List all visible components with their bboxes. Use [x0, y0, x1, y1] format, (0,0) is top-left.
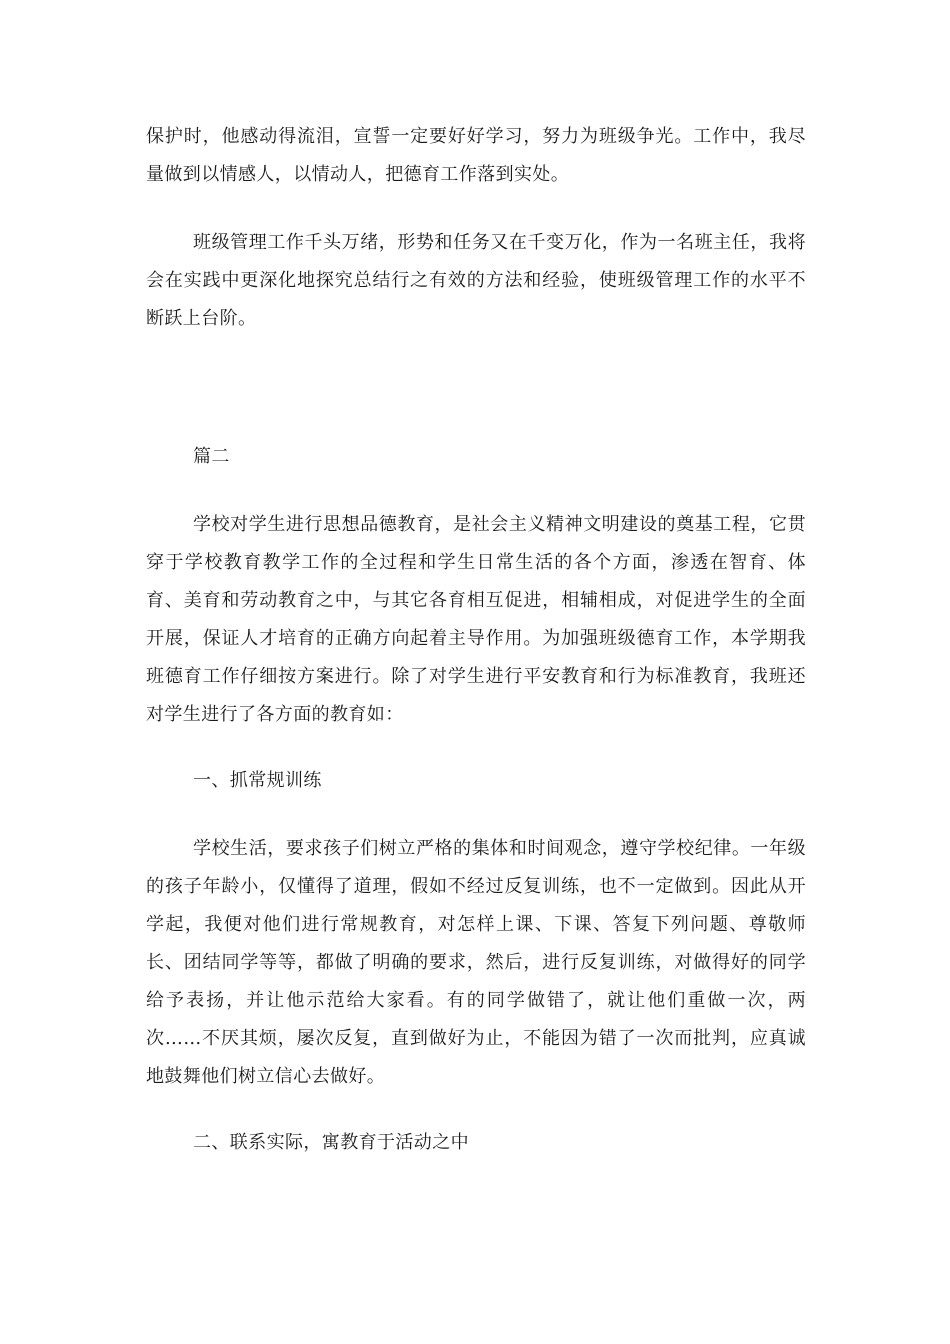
section-title: 篇二 — [193, 446, 230, 467]
heading-routine-training: 一、抓常规训练 — [193, 770, 322, 791]
paragraph-continuation: 保护时，他感动得流泪，宣誓一定要好好学习，努力为班级争光。工作中，我尽量做到以情感人，以情动人，把德育工作落到实处。 — [146, 126, 806, 185]
paragraph-moral-education-intro: 学校对学生进行思想品德教育，是社会主义精神文明建设的奠基工程，它贯穿于学校教育教学工作的全过程和学生日常生活的各个方面，渗透在智育、体育、美育和劳动教育之中，与其它各育相互促进，相辅相成，对促进学生的全面开展，保证人才培育的正确方向起着主导作用。为加强班级德育工作，本学期我班德育工作仔细按方案进行。除了对学生进行平安教育和行为标准教育，我班还对学生进行了各方面的教育如： — [146, 514, 806, 725]
paragraph-class-management: 班级管理工作千头万绪，形势和任务又在千变万化，作为一名班主任，我将会在实践中更深化地探究总结行之有效的方法和经验，使班级管理工作的水平不断跃上台阶。 — [146, 232, 806, 329]
paragraph-routine-training: 学校生活，要求孩子们树立严格的集体和时间观念，遵守学校纪律。一年级的孩子年龄小，仅懂得了道理，假如不经过反复训练，也不一定做到。因此从开学起，我便对他们进行常规教育，对怎样上课、下课、答复下列问题、尊敬师长、团结同学等等，都做了明确的要求，然后，进行反复训练，对做得好的同学给予表扬，并让他示范给大家看。有的同学做错了，就让他们重做一次，两次……不厌其烦，屡次反复，直到做好为止，不能因为错了一次而批判，应真诚地鼓舞他们树立信心去做好。 — [146, 838, 806, 1087]
heading-practice-activities: 二、联系实际，寓教育于活动之中 — [193, 1132, 469, 1153]
